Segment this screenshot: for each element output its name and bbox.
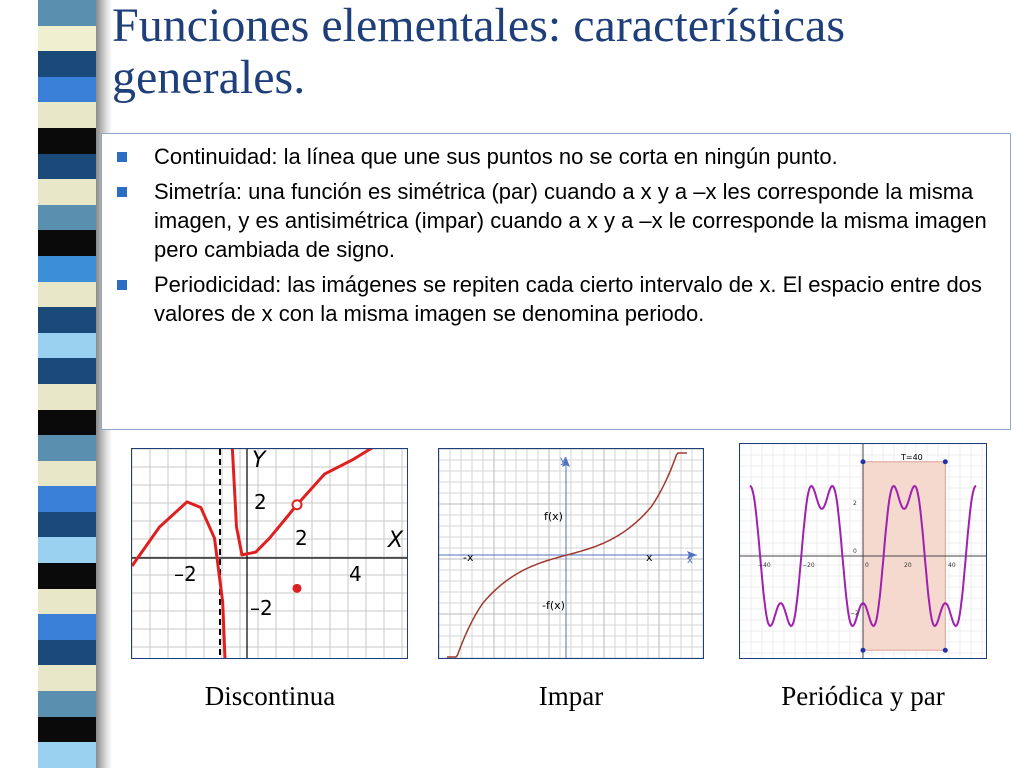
tick-label-x-neg40: −40 — [758, 562, 771, 569]
stripe-segment — [38, 256, 96, 282]
x-axis-label: X — [388, 528, 404, 553]
stripe-segment — [38, 333, 96, 359]
stripe-segment — [38, 614, 96, 640]
y-axis-label: y — [560, 455, 566, 466]
stripe-segment — [38, 51, 96, 77]
square-bullet-icon — [117, 152, 127, 162]
tick-label-x-4: 4 — [349, 562, 362, 586]
closed-point — [293, 584, 302, 593]
stripe-segment — [38, 486, 96, 512]
stripe-segment — [38, 128, 96, 154]
stripe-segment — [38, 640, 96, 666]
caption-discontinuous: Discontinua — [204, 681, 336, 711]
stripe-segment — [38, 205, 96, 231]
stripe-segment — [38, 307, 96, 333]
bullet-periodicity — [102, 270, 1010, 328]
periodic-plot — [740, 444, 986, 658]
tick-label-x-2: 2 — [295, 526, 308, 550]
stripe-segment — [38, 179, 96, 205]
curve-segment — [297, 449, 407, 505]
x-label: x — [646, 551, 653, 564]
tick-label-y-2: 2 — [254, 490, 267, 514]
stripe-segment — [38, 410, 96, 436]
caption-periodic-even: Periódica y par — [781, 681, 945, 711]
x-arrow-label: x — [687, 555, 693, 566]
neg-x-label: -x — [463, 551, 474, 564]
stripe-segment — [38, 665, 96, 691]
tick-label-y-neg2: −2 — [850, 610, 859, 617]
stripe-segment — [38, 0, 96, 26]
stripe-segment — [38, 589, 96, 615]
tick-label-x-neg20: −20 — [802, 562, 815, 569]
stripe-segment — [38, 154, 96, 180]
stripe-segment — [38, 77, 96, 103]
grid — [132, 449, 407, 658]
tick-label-x-neg2: –2 — [174, 562, 197, 586]
stripe-segment — [38, 102, 96, 128]
stripe-segment — [38, 512, 96, 538]
square-bullet-icon — [117, 280, 127, 290]
bullet-text: Continuidad: la línea que une sus puntos no se corta en ningún punto. — [154, 144, 838, 169]
band-corner-point — [861, 459, 866, 464]
bullet-list — [102, 134, 1010, 328]
tick-label-x-20: 20 — [904, 562, 912, 569]
decorative-stripe — [38, 0, 96, 768]
stripe-segment — [38, 384, 96, 410]
stripe-segment — [38, 358, 96, 384]
fx-label: f(x) — [544, 510, 563, 523]
square-bullet-icon — [117, 187, 127, 197]
band-corner-point — [861, 648, 866, 653]
tick-label-y-2: 2 — [853, 500, 857, 507]
bullet-text: Simetría: una función es simétrica (par) cuando a x y a –x les corresponde la misma imagen, y es antisimétrica (impar) cuando a x y a –x le corresponde la misma imagen pero cambiada de signo. — [154, 179, 987, 262]
stripe-segment — [38, 461, 96, 487]
stripe-segment — [38, 537, 96, 563]
tick-label-y-neg2: –2 — [250, 596, 273, 620]
tick-label-x-0: 0 — [865, 562, 869, 569]
bullet-text: Periodicidad: las imágenes se repiten cada cierto intervalo de x. El espacio entre dos valores de x con la misma imagen se denomina periodo. — [154, 272, 982, 326]
tick-label-x-40: 40 — [948, 562, 956, 569]
stripe-segment — [38, 691, 96, 717]
stripe-segment — [38, 230, 96, 256]
stripe-segment — [38, 742, 96, 768]
band-corner-point — [943, 648, 948, 653]
stripe-segment — [38, 717, 96, 743]
chart-discontinuous — [131, 448, 408, 659]
bullet-box — [101, 133, 1011, 430]
stripe-segment — [38, 282, 96, 308]
chart-odd — [438, 448, 704, 659]
chart-periodic-even — [739, 443, 987, 659]
slide-title: Funciones elementales: características generales. — [112, 0, 846, 104]
stripe-segment — [38, 26, 96, 52]
caption-odd: Impar — [538, 681, 604, 711]
bullet-continuity — [102, 142, 1010, 171]
bullet-symmetry — [102, 177, 1010, 264]
open-point — [293, 500, 302, 509]
odd-plot — [439, 449, 703, 658]
discontinuous-plot — [132, 449, 407, 658]
stripe-segment — [38, 563, 96, 589]
period-label: T=40 — [901, 453, 923, 462]
neg-fx-label: -f(x) — [542, 599, 565, 612]
y-axis-label: Y — [252, 449, 266, 473]
stripe-segment — [38, 435, 96, 461]
band-corner-point — [943, 459, 948, 464]
tick-label-y-0: 0 — [853, 548, 857, 555]
